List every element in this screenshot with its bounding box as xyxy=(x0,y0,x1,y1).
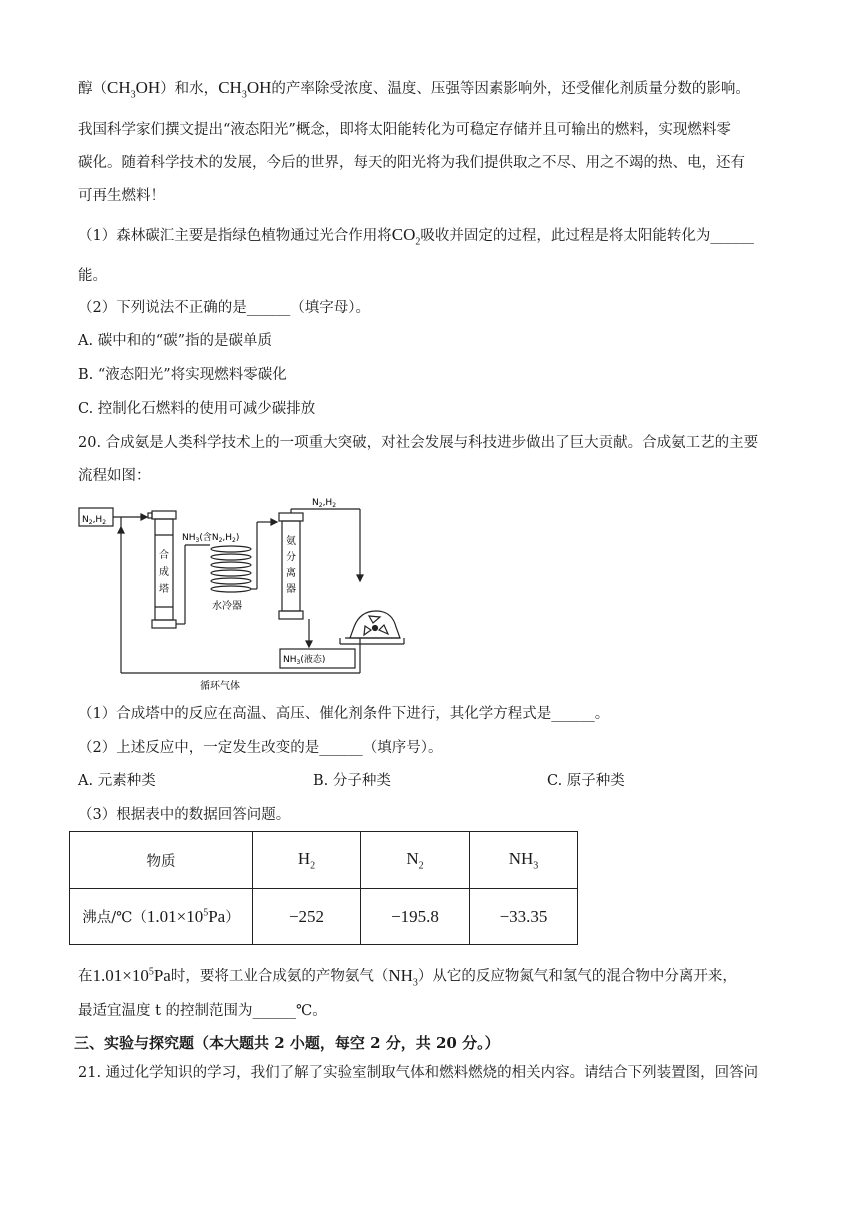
table-header-n2: $N_2$ xyxy=(361,832,470,889)
boiling-point-table xyxy=(69,831,578,945)
ammonia-process-diagram xyxy=(70,495,415,695)
q20-option-a: A. 元素种类 xyxy=(78,773,156,789)
q19-part1: （1）森林碳汇主要是指绿色植物通过光合作用将$CO_2$吸收并固定的过程，此过程是将太阳能转化为______ xyxy=(78,225,754,248)
q20-option-b: B. 分子种类 xyxy=(313,773,391,789)
table-row-label: 沸点$/℃(1.01\times 10^5Pa)$ xyxy=(70,889,253,945)
circulation-compressor xyxy=(340,611,404,644)
inlet-label: $N_2,H_2$ xyxy=(82,515,107,526)
section-3-title: 三、实验与探究题（本大题共 2 小题，每空 2 分，共 20 分。） xyxy=(74,1034,500,1052)
q20-after-table-1: 在$1.01\times 10^5Pa$时，要将工业合成氨的产物氨气$(NH_3)$从它的反应物氮气和氢气的混合物中分离开来， xyxy=(78,965,737,989)
q20-stem-2: 流程如图： xyxy=(78,468,151,484)
intro-line-1: 醇$(CH_3OH)$和水，$CH_3OH$的产率除受浓度、温度、压强等因素影响外，还受催化剂质量分数的影响。 xyxy=(78,78,750,101)
table-cell-n2-value: −195.8 xyxy=(361,889,470,945)
table-header-h2: $H_2$ xyxy=(253,832,361,889)
separator-label-4: 器 xyxy=(286,584,296,595)
q20-part1: （1）合成塔中的反应在高温、高压、催化剂条件下进行，其化学方程式是______。 xyxy=(78,706,610,722)
cooler-label: 水冷器 xyxy=(212,601,242,612)
separator-label-3: 离 xyxy=(286,568,296,579)
ammonia-separator xyxy=(282,521,300,611)
separator-cap-top xyxy=(279,513,303,521)
q20-part3: （3）根据表中的数据回答问题。 xyxy=(78,807,291,823)
table-header-substance: 物质 xyxy=(70,832,253,889)
liquid-nh3-label: $NH_3$(液态) xyxy=(283,655,326,666)
q19-part1-end: 能。 xyxy=(78,268,107,284)
tower-label-1: 合 xyxy=(159,550,169,561)
recycle-label: 循环气体 xyxy=(200,681,240,692)
q21-stem: 21. 通过化学知识的学习，我们了解了实验室制取气体和燃料燃烧的相关内容。请结合下列装置图，回答问 xyxy=(78,1065,759,1081)
tower-label-2: 成 xyxy=(159,567,169,578)
q19-option-a: A. 碳中和的“碳”指的是碳单质 xyxy=(78,333,273,349)
intro-line-4: 可再生燃料！ xyxy=(78,188,165,204)
table-header-row xyxy=(70,832,578,889)
q19-option-c: C. 控制化石燃料的使用可减少碳排放 xyxy=(78,401,316,417)
top-gas-label: $N_2,H_2$ xyxy=(312,498,337,509)
table-row xyxy=(70,889,578,945)
q20-after-table-2: 最适宜温度 t 的控制范围为______℃。 xyxy=(78,1003,327,1019)
q20-part2: （2）上述反应中，一定发生改变的是______（填序号）。 xyxy=(78,740,443,756)
tower-label-3: 塔 xyxy=(159,584,169,595)
q19-option-b: B. “液态阳光”将实现燃料零碳化 xyxy=(78,367,287,383)
separator-label-1: 氨 xyxy=(286,536,296,547)
separator-label-2: 分 xyxy=(286,552,296,563)
separator-cap-bottom xyxy=(279,611,303,619)
q20-option-c: C. 原子种类 xyxy=(547,773,625,789)
tower-cap-bottom xyxy=(152,620,176,628)
table-cell-nh3-value: −33.35 xyxy=(470,889,578,945)
table-header-nh3: $NH_3$ xyxy=(470,832,578,889)
water-cooler xyxy=(211,546,251,592)
q19-part2: （2）下列说法不正确的是______（填字母）。 xyxy=(78,300,370,316)
nh3-mixture-label: $NH_3$(含$N_2,H_2$) xyxy=(182,533,240,544)
intro-line-2: 我国科学家们撰文提出“液态阳光”概念，即将太阳能转化为可稳定存储并且可输出的燃料，实现燃料零 xyxy=(78,122,731,138)
table-cell-h2-value: −252 xyxy=(253,889,361,945)
intro-line-3: 碳化。随着科学技术的发展，今后的世界，每天的阳光将为我们提供取之不尽、用之不竭的热、电，还有 xyxy=(78,155,745,171)
q20-stem-1: 20. 合成氨是人类科学技术上的一项重大突破，对社会发展与科技进步做出了巨大贡献。合成氨工艺的主要 xyxy=(78,435,759,451)
tower-cap-top xyxy=(152,511,176,519)
